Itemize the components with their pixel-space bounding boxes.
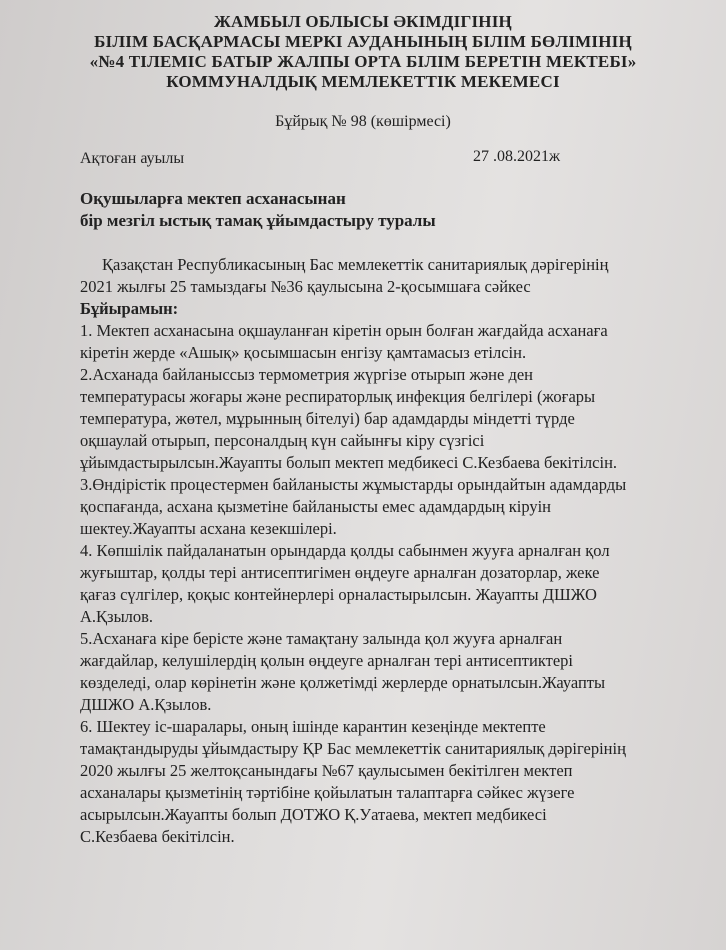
body-line: температурасы жоғары және респираторлық инфекция белгілері (жоғары [80, 387, 596, 406]
body-line: көзделеді, олар көрінетін және қолжетімді жерлерде орнатылсын.Жауапты [80, 673, 606, 692]
subject-line-1: Оқушыларға мектеп асханасынан [80, 189, 346, 208]
body-line: 3.Өндірістік процестермен байланысты жұмыстарды орындайтын адамдарды [80, 475, 627, 494]
order-title: Бұйрық № 98 (көшірмесі) [275, 113, 451, 130]
subject-line-2: бір мезгіл ыстық тамақ ұйымдастыру туралы [80, 211, 436, 230]
order-subject [80, 188, 436, 232]
header-line-3: «№4 ТІЛЕМІС БАТЫР ЖАЛПЫ ОРТА БІЛІМ БЕРЕТІН МЕКТЕБІ» [89, 52, 637, 71]
body-line: қағаз сүлгілер, қоқыс контейнерлері орналастырылсын. Жауапты ДШЖО [80, 585, 597, 604]
body-line: 5.Асханаға кіре берісте және тамақтану залында қол жууға арналған [80, 629, 563, 648]
body-line: 2021 жылғы 25 тамыздағы №36 қаулысына 2-қосымшаға сәйкес [80, 277, 531, 296]
body-line: ДШЖО А.Қзылов. [80, 695, 212, 714]
body-line: 2.Асханада байланыссыз термометрия жүргізе отырып және ден [80, 365, 534, 384]
body-line: шектеу.Жауапты асхана кезекшілері. [80, 519, 337, 538]
body-line: қоспағанда, асхана қызметіне байланысты емес адамдардың кіруін [80, 497, 552, 516]
body-line: Қазақстан Республикасының Бас мемлекеттік санитариялық дәрігерінің [102, 255, 609, 274]
body-line: жағдайлар, келушілердің қолын өңдеуге арналған тері антисептиктері [80, 651, 574, 670]
order-directive: Бұйырамын: [80, 299, 179, 318]
body-line: ұйымдастырылсын.Жауапты болып мектеп медбикесі С.Кезбаева бекітілсін. [80, 453, 618, 472]
header-line-4: КОММУНАЛДЫҚ МЕМЛЕКЕТТІК МЕКЕМЕСІ [166, 72, 560, 91]
body-line: С.Кезбаева бекітілсін. [80, 827, 235, 846]
order-date: 27 .08.2021ж [473, 148, 561, 165]
header-line-1: ЖАМБЫЛ ОБЛЫСЫ ӘКІМДІГІНІҢ [214, 12, 512, 31]
body-line: тамақтандыруды ұйымдастыру ҚР Бас мемлекеттік санитариялық дәрігерінің [80, 739, 626, 758]
body-line: 6. Шектеу іс-шаралары, оның ішінде карантин кезеңінде мектепте [80, 717, 546, 736]
body-line: асырылсын.Жауапты болып ДОТЖО Қ.Уатаева, мектеп медбикесі [80, 805, 547, 824]
body-line: температура, жөтел, мұрынның бітелуі) бар адамдарды міндетті түрде [80, 409, 575, 428]
body-line: асханалары қызметінің тәртібіне қойылатын талаптарға сәйкес жүзеге [80, 783, 575, 802]
body-line: оқшаулай отырып, персоналдың күн сайынғы кіру сүзгісі [80, 431, 485, 450]
order-body [80, 254, 720, 848]
document-header [0, 12, 726, 92]
body-line: А.Қзылов. [80, 607, 154, 626]
body-line: 4. Көпшілік пайдаланатын орындарда қолды сабынмен жууға арналған қол [80, 541, 610, 560]
body-line: жуғыштар, қолды тері антисептигімен өңдеуге арналған дозаторлар, жеке [80, 563, 600, 582]
place-name: Ақтоған ауылы [80, 150, 185, 167]
body-line: кіретін жерде «Ашық» қосымшасын енгізу қамтамасыз етілсін. [80, 343, 527, 362]
header-line-2: БІЛІМ БАСҚАРМАСЫ МЕРКІ АУДАНЫНЫҢ БІЛІМ БӨЛІМІНІҢ [94, 32, 632, 51]
body-line: 1. Мектеп асханасына оқшауланған кіретін орын болған жағдайда асханаға [80, 321, 608, 340]
body-line: 2020 жылғы 25 желтоқсанындағы №67 қаулысымен бекітілген мектеп [80, 761, 573, 780]
